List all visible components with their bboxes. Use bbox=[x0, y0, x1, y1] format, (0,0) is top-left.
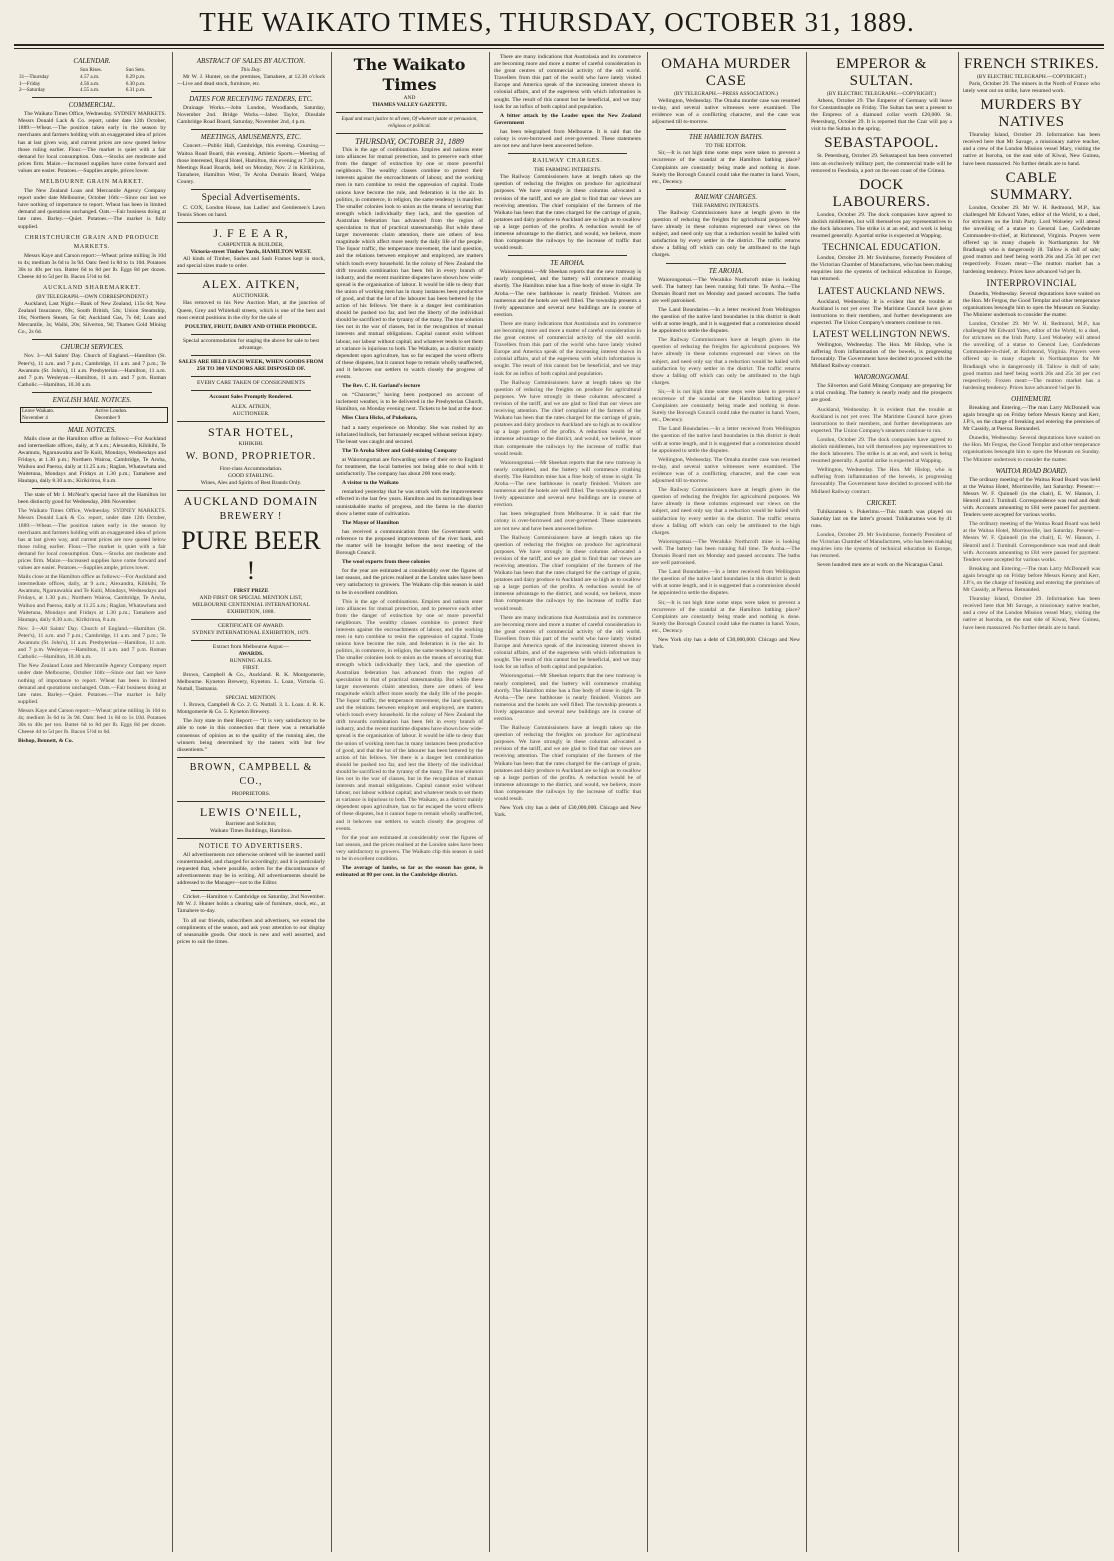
meetings-heading: MEETINGS, AMUSEMENTS, ETC. bbox=[200, 133, 302, 142]
cable-summary-heading: CABLE SUMMARY. bbox=[990, 169, 1073, 203]
feear-address: Victoria-street Timber Yards, HAMILTON WEST. bbox=[190, 249, 312, 256]
calendar-heading: CALENDAR. bbox=[73, 57, 111, 65]
table-row bbox=[18, 87, 166, 94]
murders-natives-heading: MURDERS BY NATIVES bbox=[980, 97, 1083, 131]
railway-charges-heading: RAILWAY CHARGES. bbox=[532, 158, 603, 165]
motto: Equal and exact justice to all men, Of whatever state or persuasion, religious or political. bbox=[341, 117, 478, 129]
brewery-label: BREWERY ! bbox=[219, 510, 283, 522]
te-aroha-text: Waiorongomai.—The Werahiko Northcroft mine is looking well. The battery has been running full time. Te Aroha.—The Domain Board met on Monday and passed accounts. The baths are well patronised. bbox=[652, 276, 800, 304]
filler-text: The ordinary meeting of the Waitoa Road Board was held at the Waitoa Hotel, Morrinsville, last Saturday. Present:—Messrs W. F. Quinnell (in the chair), E. W. Hanson, J. Henroll and J. Turnbull. Correspondence was read and dealt with. Accounts amounting to £84 were passed for payment. Tenders were accepted for various works. bbox=[963, 521, 1100, 563]
oneill-name: LEWIS O'NEILL, bbox=[199, 804, 303, 819]
misc-notice: Cricket.—Hamilton v. Cambridge on Saturday, 2nd November. Mr W. J. Hunter holds a clearing sale of furniture, stock, etc., at Tamahere to-day. bbox=[177, 894, 325, 915]
divider bbox=[32, 339, 152, 340]
account-sales: Account Sales Promptly Rendered. bbox=[209, 393, 293, 400]
ohinemuri-text: Breaking and Entering.—The man Larry McDonnell was again brought up on Friday before Messrs Kenny and Kerr, J.P.'s, on the charge of breaking and entering the premises of Mr Cassidy, at Paeroa. Remanded. bbox=[963, 404, 1100, 433]
running-ales: RUNNING ALES. bbox=[229, 657, 273, 664]
table-cell: 6.30 p.m. bbox=[125, 80, 146, 87]
filler-text: The New Zealand Loan and Mercantile Agency Company report under date Melbourne, October 16th:—Since our last we have nothing of importance to report. Wheat has been in limited demand and quotations unchanged. Oats.—Fair business doing at late rates. Barley.—Quiet. Potatoes.—The market is fully supplied. bbox=[18, 663, 166, 705]
french-strikes-source: (BY ELECTRIC TELEGRAPH.—COPYRIGHT.) bbox=[976, 74, 1087, 80]
filler-text: for the year are estimated at considerably over the figures of last season, and the prices realised at the London sales have been very satisfactory to growers. The Waikato clip this season is said to be in excellent condition. bbox=[336, 834, 483, 862]
column-2 bbox=[172, 52, 329, 1552]
divider bbox=[191, 129, 311, 130]
omaha-murder-source: (BY TELEGRAPH.—PRESS ASSOCIATION.) bbox=[674, 91, 778, 97]
waiorongomai-text: The Silverton and Gold Mining Company are preparing for a trial crushing. The battery is nearly ready and the prospects are good. bbox=[811, 383, 952, 404]
christchurch-text: Messrs Kaye and Carson report:—Wheat: prime milling 3s 10d to 4s; medium 3s 6d to 3s 9d. Oats: feed 1s 8d to 1s 10d. Potatoes 30s to 40s per ton. Butter 6d to 8d per lb. Eggs 8d per dozen. Cheese 4d to 5d per lb. Bacon 5½d to 6d. bbox=[18, 252, 166, 280]
filler-text: Wellington, Wednesday. The Hon. Mr Hislop, who is suffering from inflammation of the bowels, is progressing favourably. The Government have decided to proceed with the Midland Railway contract. bbox=[811, 467, 952, 495]
column-4 bbox=[489, 52, 645, 1552]
brown-campbell-name: BROWN, CAMPBELL & CO., bbox=[189, 761, 313, 787]
tenders-heading: DATES FOR RECEIVING TENDERS, ETC. bbox=[189, 95, 313, 104]
news-text: There are many indications that Australasia and its commerce are becoming more and more a matter of careful consideration in the great centres of commercial activity of the old world. Travellers from this part of the world who have lately visited Europe and America speak of the increasing interest shown in colonial affairs, and of the eagerness with which information is sought. The result of this cannot but be beneficial, and we may look for an influx of both capital and population. bbox=[494, 54, 641, 110]
english-mail-heading: ENGLISH MAIL NOTICES. bbox=[52, 395, 132, 404]
aitken-signature: ALEX. AITKEN, bbox=[231, 403, 271, 410]
page-columns bbox=[14, 52, 1104, 1552]
mail-notices-text: Mails close at the Hamilton office as follows:—For Auckland and intermediate offices, daily, at 9 a.m.; Alexandra, Kihikihi, Te Awamutu, Ngaruawahia and Te Kuiti, Mondays, Wednesdays and Fridays, at 1.30 p.m.; Northern Wairoa, Cambridge, Te Aroha, Waihou and Paeroa, daily at 11.25 a.m.; Raglan, Whatawhata and Waitetuna, Mondays and Fridays at 1.30 p.m.; Tamahere and Hautapu, daily 8.30 a.m.; Kirikiriroa, 8 a.m. bbox=[18, 435, 166, 485]
melbourne-heading: MELBOURNE GRAIN MARKET. bbox=[39, 179, 145, 186]
leader-text: This is the age of combinations. Empires and nations enter into alliances for mutual protection, and to preserve each other from the danger of extinction by one or more powerful neighbours. The wealthy classes combine to protect their interests against the encroachments of labour, and the working men in turn combine to resist the oppression of capital. Trade unions have become the rule, and federation is in the air. In politics, in commerce, in religion, the same tendency is manifest. The smaller colonies look to union as the means of securing that strength which individually they lack, and the question of Australian federation has advanced from the region of speculation to that of practical statesmanship. But while these larger movements claim attention, there are others of less magnitude which affect more nearly the daily life of the people. The liquor traffic, the temperance movement, the land question, and the relations between employer and employed, are matters which touch every household. In the colony of New Zealand the drift towards combination has been felt in every branch of industry, and the recent maritime disputes have shown how wide-spread is the organisation of labour. It would be idle to deny that the union of working men has in many instances been productive of good, and that the lot of the labourer has been bettered by the action of his fellows. Yet there is a danger lest combination should be pushed too far, and lest the liberty of the individual should be sacrificed to the tyranny of the many. The true solution lies not in the war of classes, but in the recognition of mutual interests and mutual obligations. Capital cannot exist without labour, nor labour without capital; and whatever tends to set them at variance is injurious to both. The Waikato, as a district mainly dependent upon agriculture, has so far escaped the worst effects of these disputes, but it cannot hope to remain wholly unaffected, and it behoves our settlers to watch closely the progress of events. bbox=[336, 147, 483, 380]
filler-text: Mails close at the Hamilton office as follows:—For Auckland and intermediate offices, daily, at 9 a.m.; Alexandra, Kihikihi, Te Awamutu, Ngaruawahia and Te Kuiti, Mondays, Wednesdays and Fridays, at 1.30 p.m.; Northern Wairoa, Cambridge, Te Aroha, Waihou and Paeroa, daily at 11.25 a.m.; Raglan, Whatawhata and Waitetuna, Mondays and Fridays at 1.30 p.m.; Tamahere and Hautapu, daily 8.30 a.m.; Kirikiriroa, 8 a.m. bbox=[18, 574, 166, 623]
filler-text: Waiorongomai.—Mr Sheehan reports that the new tramway is nearly completed, and the battery will commence crushing shortly. The Hamilton mine has a fine body of stone in sight. Te Aroha.—The new bathhouse is nearly finished. Visitors are numerous and the hotels are well filled. The township presents a lively appearance and several new buildings are in course of erection. bbox=[494, 673, 641, 722]
railway-charges-sub: THE FARMING INTERESTS. bbox=[692, 202, 760, 209]
filler-text: The Land Boundaries.—In a letter received from Wellington the question of the native land boundaries in this district is dealt with at some length, and it is suggested that a commission should be appointed to settle the disputes. bbox=[652, 569, 800, 597]
divider bbox=[177, 838, 325, 839]
oneill-role: Barrister and Solicitor, bbox=[225, 820, 277, 827]
news-heading: The Rev. C. H. Garland's lecture bbox=[342, 383, 421, 390]
commercial-text: The Waikato Times Office, Wednesday. SYDNEY MARKETS. Messrs Donald Lack & Co. report, under date 12th October, 1889:—Wheat.—The position taken early in the season by merchants and farmers holding with an exaggerated idea of prices has at last given way, and current prices are now quoted below those ruling earlier. Flour.—The market is quiet with a fair demand for local consumption. Oats.—Stocks are moderate and prices firm. Maize.—Increased supplies have come forward and values are easier. Potatoes.—Supplies ample, prices lower. bbox=[18, 111, 166, 174]
waitoa-road-board-text: The ordinary meeting of the Waitoa Road Board was held at the Waitoa Hotel, Morrinsville, last Saturday. Present:—Messrs W. F. Quinnell (in the chair), E. W. Hanson, J. Henroll and J. Turnbull. Correspondence was read and dealt with. Accounts amounting to £84 were passed for payment. Tenders were accepted for various works. bbox=[963, 476, 1100, 519]
railway-charges-heading: RAILWAY CHARGES. bbox=[694, 192, 758, 201]
news-heading: The Mayor of Hamilton bbox=[342, 519, 399, 526]
railway-charges-sub: THE FARMING INTERESTS. bbox=[533, 167, 602, 174]
melbourne-exhibition: MELBOURNE CENTENNIAL INTERNATIONAL EXHIBITION, 1888. bbox=[192, 601, 310, 615]
column-5 bbox=[647, 52, 804, 1552]
bottom-note: Seven hundred men are at work on the Nicaragua Canal. bbox=[817, 562, 944, 569]
cricket-heading: CRICKET. bbox=[866, 498, 897, 507]
table-cell bbox=[18, 67, 79, 74]
commercial-heading: COMMERCIAL. bbox=[68, 101, 116, 110]
filler-text: London, October 29. Mr W. H. Redmond, M.P., has challenged Mr Edward Yates, editor of the World, to a duel, for strictures on the Irish Party. Lord Wolseley will attend the unveiling of a statue to General Lee, Confederate Commander-in-chief, at Richmond, Virginia. Prayers were offered up in many chapels in Northampton for Mr Bradlaugh who is dangerously ill. Tallow is dull of sale; good mutton and beef being worth 26s and 25s 3d per cwt respectively. Frozen meat:—The mutton market has a hardening tendency. Prices have advanced ¼d per lb. bbox=[963, 320, 1100, 391]
hamilton-baths-text: Sir,—It is not high time some steps were taken to prevent a recurrence of the scandal at the Hamilton bathing place? Complaints are constantly being made and nothing is done. Surely the Borough Council could take the matter in hand. Yours, etc., Decency. bbox=[652, 150, 800, 185]
bottom-note: New York city has a debt of £30,000,000. Chicago and New York. bbox=[652, 637, 800, 651]
divider bbox=[177, 222, 325, 223]
news-text: has received a communication from the Government with reference to the proposed improvements of the river bank, and the matter will be brought before the next meeting of the Borough Council. bbox=[336, 528, 483, 557]
divider bbox=[191, 189, 311, 190]
divider bbox=[177, 801, 325, 802]
interprovincial-text: Dunedin, Wednesday. Several deputations have waited on the Hon. Mr Fergus, the Good Templar and other temperance organisations besought him to open the Museum on Sunday. The Minister undertook to consider the matter. bbox=[963, 290, 1100, 318]
filler-text: The Railway Commissioners have at length given in the question of reducing the freights for agricultural purposes. We have already in these columns expressed our views on the subject, and need only say that a reduction would be hailed with satisfaction by every settler in the district. The traffic returns show a falling off which can only be attributed to the high charges. bbox=[652, 337, 800, 386]
table-cell: 4.56 a.m. bbox=[80, 80, 100, 87]
auckland-sharemarket-heading: AUCKLAND SHAREMARKET. bbox=[42, 284, 142, 291]
filler-text: The Railway Commissioners have at length given in the question of reducing the freights for agricultural purposes. We have already in these columns expressed our views on the subject, and need only say that a reduction would be hailed with satisfaction by every settler in the district. The traffic returns show a falling off which can only be attributed to the high charges. bbox=[652, 487, 800, 536]
masthead-rule bbox=[14, 44, 1104, 46]
bond-accommodation: First-class Accommodation. bbox=[219, 465, 283, 472]
feear-text: All kinds of Timber, Sashes and Sash Frames kept in stock, and special sizes made to order. bbox=[177, 256, 325, 270]
mail-table bbox=[20, 407, 168, 423]
technical-education-heading: TECHNICAL EDUCATION. bbox=[822, 243, 941, 254]
aitken-name: ALEX. AITKEN, bbox=[202, 277, 300, 292]
divider bbox=[191, 376, 311, 377]
jury-report: The Jury state in their Report:— “It is very satisfactory to be able to note in this connection that there was a remarkable consensus of opinion as to the quality of the running ales, the winners being determined by the tasters with but few dissentients.” bbox=[177, 718, 325, 753]
table-row bbox=[18, 67, 166, 74]
newspaper-title: The Waikato Times bbox=[353, 55, 466, 94]
divider bbox=[32, 488, 152, 489]
divider bbox=[191, 890, 311, 891]
abstract-sales-text: Mr W. J. Hunter, on the premises, Tamahere, at 12.30 o'clock—Live and dead stock, furniture, etc. bbox=[177, 74, 325, 88]
hamilton-baths-sub: TO THE EDITOR. bbox=[705, 143, 747, 150]
good-stabling: GOOD STABLING. bbox=[227, 472, 275, 479]
filler-text: The Land Boundaries.—In a letter received from Wellington the question of the native land boundaries in this district is dealt with at some length, and it is suggested that a commission should be appointed to settle the disputes. bbox=[652, 426, 800, 454]
latest-wellington-text: Wellington, Wednesday. The Hon. Mr Hislop, who is suffering from inflammation of the bowels, is progressing favourably. The Government have decided to proceed with the Midland Railway contract. bbox=[811, 341, 952, 370]
aitken-text: Has removed to his New Auction Mart, at the junction of Queen, Grey and Whitehall streets, which is one of the best and most central positions in the city for the sale of bbox=[177, 300, 325, 321]
filler-text: Breaking and Entering.—The man Larry McDonnell was again brought up on Friday before Messrs Kenny and Kerr, J.P.'s, on the charge of breaking and entering the premises of Mr Cassidy, at Paeroa. Remanded. bbox=[963, 565, 1100, 594]
divider bbox=[177, 490, 325, 491]
filler-text: Nov. 3—All Saints' Day. Church of England.—Hamilton (St. Peter's), 11 a.m. and 7 p.m.; Cambridge, 11 a.m. and 7 p.m.; Te Awamutu (St. John's), 11 a.m. Presbyterian.—Hamilton, 11 a.m. and 7 p.m. Wesleyan.—Hamilton, 11 a.m. and 7 p.m. Roman Catholic.—Hamilton, 10.30 a.m. bbox=[18, 625, 166, 661]
latest-wellington-heading: LATEST WELLINGTON NEWS. bbox=[812, 329, 951, 340]
table-cell: Sun Sets. bbox=[125, 67, 146, 73]
news-heading: A bitter attack by the Leader upon the New Zealand Government bbox=[494, 112, 641, 126]
calendar-table bbox=[18, 67, 166, 94]
notice-advertisers-text: All advertisements not otherwise ordered will be inserted until countermanded, and charged for accordingly; and it is particularly requested that, where possible, orders for the discontinuance of advertisements may be in writing. All advertisements should be addressed to the Manager—not to the Editor. bbox=[177, 851, 325, 887]
christchurch-heading: CHRISTCHURCH GRAIN AND PRODUCE MARKETS. bbox=[24, 234, 160, 250]
filler-text: This is the age of combinations. Empires and nations enter into alliances for mutual protection, and to preserve each other from the danger of extinction by one or more powerful neighbours. The wealthy classes combine to protect their interests against the encroachments of labour, and the working men in turn combine to resist the oppression of capital. Trade unions have become the rule, and federation is in the air. In politics, in commerce, in religion, the same tendency is manifest. The smaller colonies look to union as the means of securing that strength which individually they lack, and the question of Australian federation has advanced from the region of speculation to that of practical statesmanship. But while these larger movements claim attention, there are others of less magnitude which affect more nearly the daily life of the people. The liquor traffic, the temperance movement, the land question, and the relations between employer and employed, are matters which touch every household. In the colony of New Zealand the drift towards combination has been felt in every branch of industry, and the recent maritime disputes have shown how wide-spread is the organisation of labour. It would be idle to deny that the union of working men has in many instances been productive of good, and that the lot of the labourer has been bettered by the action of his fellows. Yet there is a danger lest combination should be pushed too far, and lest the liberty of the individual should be sacrificed to the tyranny of the many. The true solution lies not in the war of classes, but in the recognition of mutual interests and mutual obligations. Capital cannot exist without labour, nor labour without capital; and whatever tends to set them at variance is injurious to both. The Waikato, as a district mainly dependent upon agriculture, has so far escaped the worst effects of these disputes, but it cannot hope to remain wholly unaffected, and it behoves our settlers to watch closely the progress of events. bbox=[336, 598, 483, 832]
filler-text: Dunedin, Wednesday. Several deputations have waited on the Hon. Mr Fergus, the Good Templar and other temperance organisations besought him to open the Museum on Sunday. The Minister undertook to consider the matter. bbox=[963, 435, 1100, 463]
french-strikes-heading: FRENCH STRIKES. bbox=[963, 56, 1100, 72]
bond-proprietor: W. BOND, PROPRIETOR. bbox=[185, 450, 317, 462]
news-text: on “Character,” having been postponed on account of inclement weather, is to be delivered in the Presbyterian Church, Hamilton, on Monday evening next. Tickets to be had at the door. bbox=[336, 392, 483, 413]
wines-spirits: Wines, Ales and Spirits of Best Brands Only. bbox=[200, 479, 302, 486]
filler-text: Messrs Kaye and Carson report:—Wheat: prime milling 3s 10d to 4s; medium 3s 6d to 3s 9d. Oats: feed 1s 8d to 1s 10d. Potatoes 30s to 40s per ton. Butter 6d to 8d per lb. Eggs 8d per dozen. Cheese 4d to 5d per lb. Bacon 5½d to 6d. bbox=[18, 707, 166, 736]
table-cell: 31—Thursday bbox=[19, 73, 49, 80]
aitken-role: AUCTIONEER. bbox=[232, 293, 270, 300]
news-text: at Waiorongomai are forwarding some of their ore to England for treatment, the local batteries not being able to deal with it satisfactorily. The company has about 200 tons ready. bbox=[336, 456, 483, 478]
footer-note: The state of Mr J. McNeal's special have all the Hamilton lot been distinctly good for Wednesday, 20th November. bbox=[18, 492, 166, 506]
divider bbox=[191, 390, 311, 391]
table-cell: 6.31 p.m. bbox=[125, 87, 146, 94]
aitken-products: POULTRY, FRUIT, DAIRY AND OTHER PRODUCE. bbox=[185, 323, 317, 330]
special-ad-cox: C. COX, London House, has Ladies' and Gentlemen's Lawn Tennis Shoes on hand. bbox=[177, 205, 325, 219]
filler-text: London, October 29. The dock companies have agreed to abolish middlemen, but will themselves pay representatives to the dock labourers. The strike is at an end, and work is being resumed generally. A partial strike is expected at Wapping. bbox=[811, 436, 952, 465]
mail-notices-heading: MAIL NOTICES. bbox=[67, 425, 117, 434]
filler-text: Waiorongomai.—The Werahiko Northcroft mine is looking well. The battery has been running full time. Te Aroha.—The Domain Board met on Monday and passed accounts. The baths are well patronised. bbox=[652, 538, 800, 567]
care-taken: EVERY CARE TAKEN OF CONSIGNMENTS bbox=[196, 379, 305, 386]
auckland-sharemarket-source: (BY TELEGRAPH.—OWN CORRESPONDENT.) bbox=[36, 293, 148, 300]
cricket-text: Tuhikaramea v. Pukerimu.—This match was played on Saturday last on the latter's ground. Tuhikaramea won by 41 runs. bbox=[811, 508, 952, 529]
first-label: FIRST. bbox=[242, 664, 260, 671]
sebastapool-text: St. Petersburg, October 29. Sebastapool has been converted into an exclusively military port, the commercial trade will be removed to Feodosia, a port on the east coast of the Crimea. bbox=[811, 153, 952, 174]
abstract-sales-heading: ABSTRACT OF SALES BY AUCTION. bbox=[196, 57, 306, 65]
column-3 bbox=[331, 52, 487, 1552]
divider bbox=[32, 97, 152, 98]
special-ads-heading: Special Advertisements. bbox=[201, 193, 301, 204]
feear-name: J. F E E A R, bbox=[213, 226, 289, 241]
waiorongomai-heading: WAIORONGOMAI. bbox=[853, 373, 910, 382]
bottom-signature: Bishop, Bennett, & Co. bbox=[18, 738, 74, 745]
special-mention-names: 1. Brown, Campbell & Co. 2. G. Nuttall. 3. L. Loan. 4. R. K. Montgomerie & Co. 5. Kyneton Brewery. bbox=[177, 702, 325, 716]
table-cell: 4.55 a.m. bbox=[80, 87, 100, 94]
table-cell: Leave Waikato. bbox=[22, 407, 55, 414]
filler-text: The Railway Commissioners have at length taken up the question of reducing the freights on produce for agricultural purposes. We have strongly in these columns advocated a revision of the tariff, and we are glad to find that our views are receiving attention. The chief complaint of the farmers of the Waikato has been that the rates charged for the carriage of grain, potatoes and dairy produce to Auckland are so high as to swallow up a large portion of the profits. A reduction would be of immense advantage to the district, and would, we believe, more than compensate the railways by the increase of traffic that would result. bbox=[494, 534, 641, 612]
filler-text: Sir,—It is not high time some steps were taken to prevent a recurrence of the scandal at the Hamilton bathing place? Complaints are constantly being made and nothing is done. Surely the Borough Council could take the matter in hand. Yours, etc., Decency. bbox=[652, 599, 800, 634]
leader-dateline: THURSDAY, OCTOBER 31, 1889 bbox=[355, 137, 464, 146]
sydney-exhibition: SYDNEY INTERNATIONAL EXHIBITION, 1879. bbox=[192, 629, 310, 636]
te-aroha-heading: TE AROHA. bbox=[550, 259, 585, 268]
award-names: Brown, Campbell & Co., Auckland. R. K. Montgomerie, Melbourne. Kyneton Brewery, Kyneton. L. Loan, Victoria. G. Nuttall, Tasmania. bbox=[177, 671, 325, 693]
divider bbox=[191, 640, 311, 641]
divider bbox=[32, 392, 152, 393]
sales-notice: SALES ARE HELD EACH WEEK, WHEN GOODS FROM 250 TO 300 VENDORS ARE DISPOSED OF. bbox=[178, 358, 324, 372]
divider bbox=[191, 355, 311, 356]
proprietors-label: PROPRIETORS. bbox=[231, 790, 271, 797]
table-cell: November 4 bbox=[22, 414, 48, 421]
filler-text: The Railway Commissioners have at length taken up the question of reducing the freights on produce for agricultural purposes. We have strongly in these columns advocated a revision of the tariff, and we are glad to find that our views are receiving attention. The chief complaint of the farmers of the Waikato has been that the rates charged for the carriage of grain, potatoes and dairy produce to Auckland are so high as to swallow up a large portion of the profits. A reduction would be of immense advantage to the district, and would, we believe, more than compensate the railways by the increase of traffic that would result. bbox=[494, 725, 641, 802]
filler-text: Thursday Island, October 29. Information has been received here that Mr Savage, a missionary native teacher, and a crew of the London Mission vessel Mary, visiting the native at Isoroba, on the east side of Kiwai, New Guinea, have been massacred. No further details are to hand. bbox=[963, 596, 1100, 631]
seasonal-notice: To all our friends, subscribers and advertisers, we extend the compliments of the season, and ask your attention to our display of seasonable goods. Our stock is new and well assorted, and prices to suit the times. bbox=[177, 917, 325, 945]
emperor-sultan-heading: EMPEROR & SULTAN. bbox=[836, 56, 927, 89]
filler-text: has been telegraphed from Melbourne. It is said that the colony is over-borrowed and over-governed. These statements are not new and have been answered before. bbox=[494, 511, 641, 532]
latest-auckland-heading: LATEST AUCKLAND NEWS. bbox=[817, 286, 946, 297]
certificate-award: CERTIFICATE OF AWARD. bbox=[218, 622, 284, 629]
divider bbox=[666, 263, 786, 264]
emperor-sultan-source: (BY ELECTRIC TELEGRAPH.—COPYRIGHT.) bbox=[826, 91, 937, 97]
news-heading: The Te Aroha Silver and Gold-mining Company bbox=[342, 447, 457, 454]
murders-natives-text: Thursday Island, October 29. Information has been received here that Mr Savage, a missionary native teacher, and a crew of the London Mission vessel Mary, visiting the native at Isoroba, on the east side of Kiwai, New Guinea, have been massacred. No further details are to hand. bbox=[963, 132, 1100, 167]
news-heading: Miss Clara Hicks, of Pukekura, bbox=[342, 415, 418, 422]
oneill-address: Waikato Times Buildings, Hamilton. bbox=[209, 827, 293, 834]
filler-text: Waiorongomai.—Mr Sheehan reports that the new tramway is nearly completed, and the battery will commence crushing shortly. The Hamilton mine has a fine body of stone in sight. Te Aroha.—The new bathhouse is nearly finished. Visitors are numerous and the hotels are well filled. The township presents a lively appearance and several new buildings are in course of erection. bbox=[494, 459, 641, 509]
auckland-sharemarket-text: Auckland, Last Night.—Bank of New Zealand, 115s 6d; New Zealand Insurance, 69s; South British, 54s; Union Steamship, 16s; Northern Steam, 5s 6d; Auckland Gas, 7s 6d; Loan and Mercantile, 3s; Waihi, 20s; Silverton, 9d; Thames Gold Mining Co., 2s 6d. bbox=[18, 300, 166, 336]
filler-text: There are many indications that Australasia and its commerce are becoming more and more a matter of careful consideration in the great centres of commercial activity of the old world. Travellers from this part of the world who have lately visited Europe and America speak of the increasing interest shown in colonial affairs, and of the eagerness with which information is sought. The result of this cannot but be beneficial, and we may look for an influx of both capital and population. bbox=[494, 320, 641, 377]
table-cell: 2—Saturday bbox=[19, 87, 46, 94]
railway-charges-text: The Railway Commissioners have at length taken up the question of reducing the freights on produce for agricultural purposes. We have strongly in these columns advocated a revision of the tariff, and we are glad to find that our views are receiving attention. The chief complaint of the farmers of the Waikato has been that the rates charged for the carriage of grain, potatoes and dairy produce to Auckland are so high as to swallow up a large portion of the profits. A reduction would be of immense advantage to the district, and would, we believe, more than compensate the railways by the increase of traffic that would result. bbox=[494, 174, 641, 252]
aitken-accommodation: Special accommodation for staging the above for sale to best advantage. bbox=[182, 337, 320, 351]
filler-text: The Waikato Times Office, Wednesday. SYDNEY MARKETS. Messrs Donald Lack & Co. report, under date 12th October, 1889:—Wheat.—The position taken early in the season by merchants and farmers holding with an exaggerated idea of prices has at last given way, and current prices are now quoted below those ruling earlier. Flour.—The market is quiet with a fair demand for local consumption. Oats.—Stocks are moderate and prices firm. Maize.—Increased supplies have come forward and values are easier. Potatoes.—Supplies ample, prices lower. bbox=[18, 508, 166, 572]
star-hotel-place: KIHIKIHI. bbox=[238, 440, 264, 447]
title-subtitle: THAMES VALLEY GAZETTE. bbox=[372, 102, 447, 108]
divider bbox=[191, 334, 311, 335]
filler-text: Wellington, Wednesday. The Omaha murder case was resumed to-day, and several native witnesses were examined. The evidence was of a conflicting character, and the case was adjourned till to-morrow. bbox=[652, 456, 800, 485]
divider bbox=[336, 112, 483, 113]
table-cell: Sun Rises. bbox=[80, 67, 102, 73]
table-cell: 1—Friday bbox=[19, 80, 41, 87]
masthead-rule-thin bbox=[14, 48, 1104, 49]
melbourne-text: The New Zealand Loan and Mercantile Agency Company report under date Melbourne, October 16th:—Since our last we have nothing of importance to report. Wheat has been in limited demand and quotations unchanged. Oats.—Fair business doing at late rates. Barley.—Quiet. Potatoes.—The market is fully supplied. bbox=[18, 188, 166, 230]
star-hotel-name: STAR HOTEL, bbox=[207, 424, 295, 439]
land-boundaries-text: The Land Boundaries.—In a letter received from Wellington the question of the native land boundaries in this district is dealt with at some length, and it is suggested that a commission should be appointed to settle the disputes. bbox=[652, 306, 800, 335]
feear-trade: CARPENTER & BUILDER, bbox=[218, 242, 284, 249]
emperor-sultan-text: Athens, October 29. The Emperor of Germany will leave for Constantinople on Friday. The Sultan has sent a present to the Empress of a diamond collar worth £20,000. St. Petersburg, October 29. It is reported that the Czar will pay a visit to the Sultan in the spring. bbox=[811, 98, 952, 133]
church-services-heading: CHURCH SERVICES. bbox=[60, 343, 124, 352]
table-row bbox=[18, 81, 166, 88]
tenders-text: Drainage Works.—John London, Woodlands, Saturday, November 2nd. Bridge Works.—Jabez Taylor, Dinsdale Cambridge Road Board, Saturday, November 2nd, 4 p.m. bbox=[177, 105, 325, 126]
technical-education-text: London, October 29. Mr Swinburne, formerly President of the Victorian Chamber of Manufactures, who has been making enquiries into the systems of technical education in Europe, has returned. bbox=[811, 255, 952, 283]
divider bbox=[191, 619, 311, 620]
french-strikes-text: Paris, October 29. The miners in the North of France who lately went out on strike, have resumed work. bbox=[963, 81, 1100, 95]
hamilton-baths-heading: THE HAMILTON BATHS. bbox=[689, 133, 763, 142]
filler-text: London, October 29. Mr Swinburne, formerly President of the Victorian Chamber of Manufactures, who has been making enquiries into the systems of technical education in Europe, has returned. bbox=[811, 531, 952, 560]
railway-charges-text: The Railway Commissioners have at length given in the question of reducing the freights for agricultural purposes. We have already in these columns expressed our views on the subject, and need only say that a reduction would be hailed with satisfaction by every settler in the district. The traffic returns show a falling off which can only be attributed to the high charges. bbox=[652, 209, 800, 259]
omaha-murder-text: Wellington, Wednesday. The Omaha murder case was resumed to-day, and several native witnesses were examined. The evidence was of a conflicting character, and the case was adjourned till to-morrow. bbox=[652, 98, 800, 126]
abstract-day: This Day. bbox=[240, 67, 262, 73]
news-heading: The wool exports from these colonies bbox=[342, 559, 430, 566]
sebastapool-heading: SEBASTAPOOL. bbox=[824, 135, 939, 152]
dock-labourers-text: London, October 29. The dock companies have agreed to abolish middlemen, but will themselves pay representatives to the dock labourers. The strike is at an end, and work is being resumed generally. A partial strike is expected at Wapping. bbox=[811, 211, 952, 240]
filler-text: The Railway Commissioners have at length taken up the question of reducing the freights on produce for agricultural purposes. We have strongly in these columns advocated a revision of the tariff, and we are glad to find that our views are receiving attention. The chief complaint of the farmers of the Waikato has been that the rates charged for the carriage of grain, potatoes and dairy produce to Auckland are so high as to swallow up a large portion of the profits. A reduction would be of immense advantage to the district, and would, we believe, more than compensate the railways by the increase of traffic that would result. bbox=[494, 379, 641, 457]
column-6 bbox=[806, 52, 956, 1552]
table-row bbox=[21, 407, 168, 414]
meetings-text: Concert.—Public Hall, Cambridge, this evening. Coursing.—Waitoa Road Board, this evening. Athletic Sports.—Meeting of those interested, Royal Hotel, Hamilton, this evening at 7.30 p.m. Meetings Road Boards, held on Monday, Nov. 2 in Kirikiriroa, Tamahere, Hamilton West, Te Aroha Domain Board, Waipa County. bbox=[177, 143, 325, 185]
table-cell: December 9 bbox=[95, 414, 121, 421]
waitoa-road-board-heading: WAITOA ROAD BOARD. bbox=[995, 466, 1068, 475]
filler-text: There are many indications that Australasia and its commerce are becoming more and more a matter of careful consideration in the great centres of commercial activity of the old world. Travellers from this part of the world who have lately visited Europe and America speak of the increasing interest shown in colonial affairs, and of the eagerness with which information is sought. The result of this cannot but be beneficial, and we may look for an influx of both capital and population. bbox=[494, 614, 641, 671]
column-7 bbox=[958, 52, 1104, 1552]
first-prize: FIRST PRIZE bbox=[233, 587, 269, 594]
table-cell: Arrive London. bbox=[95, 407, 128, 414]
notice-advertisers-heading: NOTICE TO ADVERTISERS. bbox=[198, 841, 304, 850]
argus-extract: Extract from Melbourne Argus:— bbox=[212, 643, 290, 650]
news-heading: A visitor to the Waikato bbox=[342, 480, 399, 487]
aitken-signature-role: AUCTIONEER. bbox=[232, 410, 270, 417]
church-services-text: Nov. 3—All Saints' Day. Church of England.—Hamilton (St. Peter's), 11 a.m. and 7 p.m.; Cambridge, 11 a.m. and 7 p.m.; Te Awamutu (St. John's), 11 a.m. Presbyterian.—Hamilton, 11 a.m. and 7 p.m. Wesleyan.—Hamilton, 11 a.m. and 7 p.m. Roman Catholic.—Hamilton, 10.30 a.m. bbox=[18, 353, 166, 388]
news-text: had a nasty experience on Monday. She was rushed by an infuriated bullock, but fortunately escaped without serious injury. The beast was caught and secured. bbox=[336, 424, 483, 445]
news-text: for the year are estimated at considerably over the figures of last season, and the prices realised at the London sales have been very satisfactory to growers. The Waikato clip this season is said to be in excellent condition. bbox=[336, 568, 483, 596]
cable-summary-text: London, October 29. Mr W. H. Redmond, M.P., has challenged Mr Edward Yates, editor of the World, to a duel, for strictures on the Irish Party. Lord Wolseley will attend the unveiling of a statue to General Lee, Confederate Commander-in-chief, at Richmond, Virginia. Prayers were offered up in many chapels in Northampton for Mr Bradlaugh who is dangerously ill. Tallow is dull of sale; good mutton and beef being worth 26s and 25s 3d per cwt respectively. Frozen meat:—The mutton market has a hardening tendency. Prices have advanced ¼d per lb. bbox=[963, 204, 1100, 275]
divider bbox=[177, 421, 325, 422]
dock-labourers-heading: DOCK LABOURERS. bbox=[832, 176, 931, 210]
table-row bbox=[18, 74, 166, 81]
divider bbox=[177, 273, 325, 274]
table-row bbox=[21, 415, 168, 422]
title-and: AND bbox=[403, 95, 416, 101]
news-text: has been telegraphed from Melbourne. It is said that the colony is over-borrowed and over-governed. These statements are not new and have been answered before. bbox=[494, 128, 641, 150]
ohinemuri-heading: OHINEMURI. bbox=[1011, 394, 1052, 403]
te-aroha-heading: TE AROHA. bbox=[708, 266, 744, 275]
table-cell: 6.29 p.m. bbox=[125, 73, 146, 80]
interprovincial-heading: INTERPROVINCIAL bbox=[986, 278, 1077, 289]
domain-name: AUCKLAND DOMAIN bbox=[183, 493, 319, 508]
bottom-note: The average of lambs, so far as the season has gone, is estimated at 80 per cent. in the Cambridge district. bbox=[336, 865, 483, 879]
awards-heading: AWARDS. bbox=[238, 650, 264, 657]
news-text: remarked yesterday that he was struck with the improvements effected in the last few years. Hamilton and its surroundings bear unmistakable marks of progress, and the farms in the district show a better state of cultivation. bbox=[336, 489, 483, 517]
filler-text: Auckland, Wednesday. It is evident that the trouble at Auckland is not yet over. The Maritime Council have given instructions to their members, and further developments are expected. The Union Company's steamers continue to run. bbox=[811, 406, 952, 434]
special-mention-heading: SPECIAL MENTION. bbox=[225, 695, 277, 702]
column-1 bbox=[14, 52, 170, 1552]
omaha-murder-heading: OMAHA MURDER CASE bbox=[661, 56, 791, 89]
te-aroha-text: Waiorongomai.—Mr Sheehan reports that the new tramway is nearly completed, and the battery will commence crushing shortly. The Hamilton mine has a fine body of stone in sight. Te Aroha.—The new bathhouse is nearly finished. Visitors are numerous and the hotels are well filled. The township presents a lively appearance and several new buildings are in course of erection. bbox=[494, 269, 641, 318]
pure-beer-heading: PURE BEER ! bbox=[181, 525, 321, 585]
divider bbox=[666, 189, 786, 190]
newspaper-masthead: THE WAIKATO TIMES, THURSDAY, OCTOBER 31, 1889. bbox=[199, 7, 915, 37]
table-cell: 4.57 a.m. bbox=[80, 73, 100, 80]
special-mention-list: AND FIRST OR SPECIAL MENTION LIST, bbox=[199, 594, 303, 601]
divider bbox=[508, 255, 627, 256]
divider bbox=[191, 91, 311, 92]
divider bbox=[666, 129, 786, 130]
divider bbox=[177, 757, 325, 758]
divider bbox=[336, 133, 483, 134]
filler-text: Sir,—It is not high time some steps were taken to prevent a recurrence of the scandal at the Hamilton bathing place? Complaints are constantly being made and nothing is done. Surely the Borough Council could take the matter in hand. Yours, etc., Decency. bbox=[652, 388, 800, 424]
latest-auckland-text: Auckland, Wednesday. It is evident that the trouble at Auckland is not yet over. The Maritime Council have given instructions to their members, and further developments are expected. The Union Company's steamers continue to run. bbox=[811, 298, 952, 326]
bottom-note: New York city has a debt of £30,000,000. Chicago and New York. bbox=[494, 805, 641, 819]
divider bbox=[508, 153, 627, 154]
